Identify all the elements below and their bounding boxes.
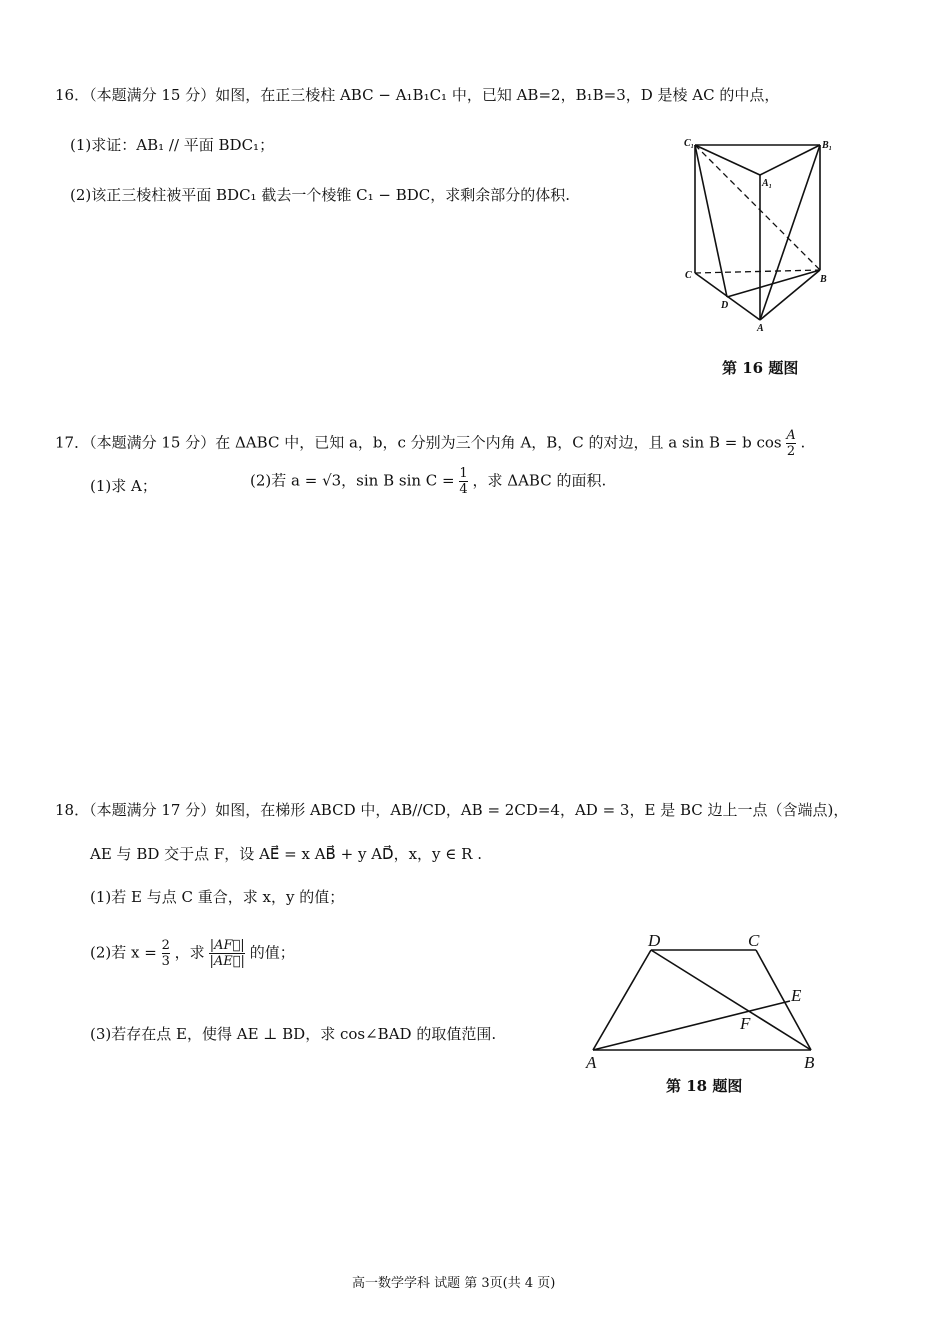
label-c1: C₁ (684, 138, 695, 149)
q18-part1: (1)若 E 与点 C 重合，求 x，y 的值； (90, 888, 345, 906)
q18-part2-mid: ，求 (174, 943, 205, 962)
label-c: C (748, 931, 760, 950)
edge-cb (756, 950, 811, 1050)
q16-part2: (2)该正三棱柱被平面 BDC₁ 截去一个棱锥 C₁ − BDC，求剩余部分的体积. (70, 186, 570, 204)
q17-line1-fraction (786, 428, 795, 459)
label-a1: A₁ (762, 178, 773, 189)
q18-part3: (3)若存在点 E，使得 AE ⊥ BD，求 cos∠BAD 的取值范围. (90, 1025, 497, 1043)
q17-line1 (55, 428, 805, 459)
q18-caption: 第 18 题图 (666, 1077, 743, 1095)
q17-line1-end: . (800, 433, 806, 452)
q17-part2-fraction (459, 466, 467, 497)
q18-part2-ratio (209, 938, 244, 969)
q17-part2-end: ，求 ΔABC 的面积. (472, 471, 607, 490)
edge-ae (593, 1001, 790, 1050)
label-b: B (804, 1053, 815, 1072)
q18-line1: 18．（本题满分 17 分）如图，在梯形 ABCD 中，AB//CD，AB = 2CD=4，AD = 3，E 是 BC 边上一点（含端点)， (55, 801, 849, 819)
q18-line2: AE 与 BD 交于点 F，设 AE⃗ = x AB⃗ + y AD⃗，x，y ∈ R . (90, 845, 482, 863)
label-b: B (820, 274, 827, 285)
page-footer: 高一数学学科 试题 第 3页(共 4 页) (352, 1276, 556, 1291)
edge-ad (593, 950, 651, 1050)
q17-frac-den: 2 (786, 444, 796, 459)
label-f: F (740, 1014, 751, 1033)
q16-part1: (1)求证：AB₁ // 平面 BDC₁； (70, 136, 275, 154)
edge-db (651, 950, 811, 1050)
q18-part2 (90, 938, 295, 969)
q17-frac-num: A (786, 428, 796, 443)
q18-x-num: 2 (161, 938, 170, 953)
q18-ratio-num: |AF⃗| (209, 938, 245, 953)
q18-ratio-den: |AE⃗| (209, 954, 245, 969)
q18-x-den: 3 (161, 954, 170, 969)
label-b1: B₁ (822, 140, 833, 151)
edge-c1d (695, 145, 727, 297)
label-e: E (791, 986, 802, 1005)
q17-part1: (1)求 A； (90, 477, 157, 495)
label-d: D (721, 300, 729, 311)
q16-line1: 16．（本题满分 15 分）如图，在正三棱柱 ABC − A₁B₁C₁ 中，已知 AB=2，B₁B=3，D 是棱 AC 的中点， (55, 86, 780, 104)
edge-cb-hidden (695, 270, 820, 273)
q17-part2-num: 1 (459, 466, 468, 481)
edge-c1b-hidden (695, 145, 820, 270)
q16-prism-figure (670, 130, 850, 340)
q17-line1-text: 17．（本题满分 15 分）在 ΔABC 中，已知 a，b，c 分别为三个内角 A，B，C 的对边，且 a sin B = b cos (55, 433, 782, 452)
edge-db (727, 270, 820, 297)
q16-caption: 第 16 题图 (722, 359, 799, 377)
edge-c1a1 (695, 145, 760, 175)
q18-part2-end: 的值； (249, 943, 295, 962)
q17-part2-den: 4 (459, 482, 468, 497)
label-c: C (685, 270, 692, 281)
label-a: A (757, 323, 764, 334)
q18-part2-text: (2)若 x = (90, 943, 157, 962)
q17-part2 (250, 466, 606, 497)
label-d: D (648, 931, 661, 950)
label-a: A (586, 1053, 597, 1072)
q18-trapezoid-figure (578, 928, 838, 1073)
q18-part2-xfraction (162, 938, 170, 969)
q17-part2-text: (2)若 a = √3，sin B sin C = (250, 471, 455, 490)
